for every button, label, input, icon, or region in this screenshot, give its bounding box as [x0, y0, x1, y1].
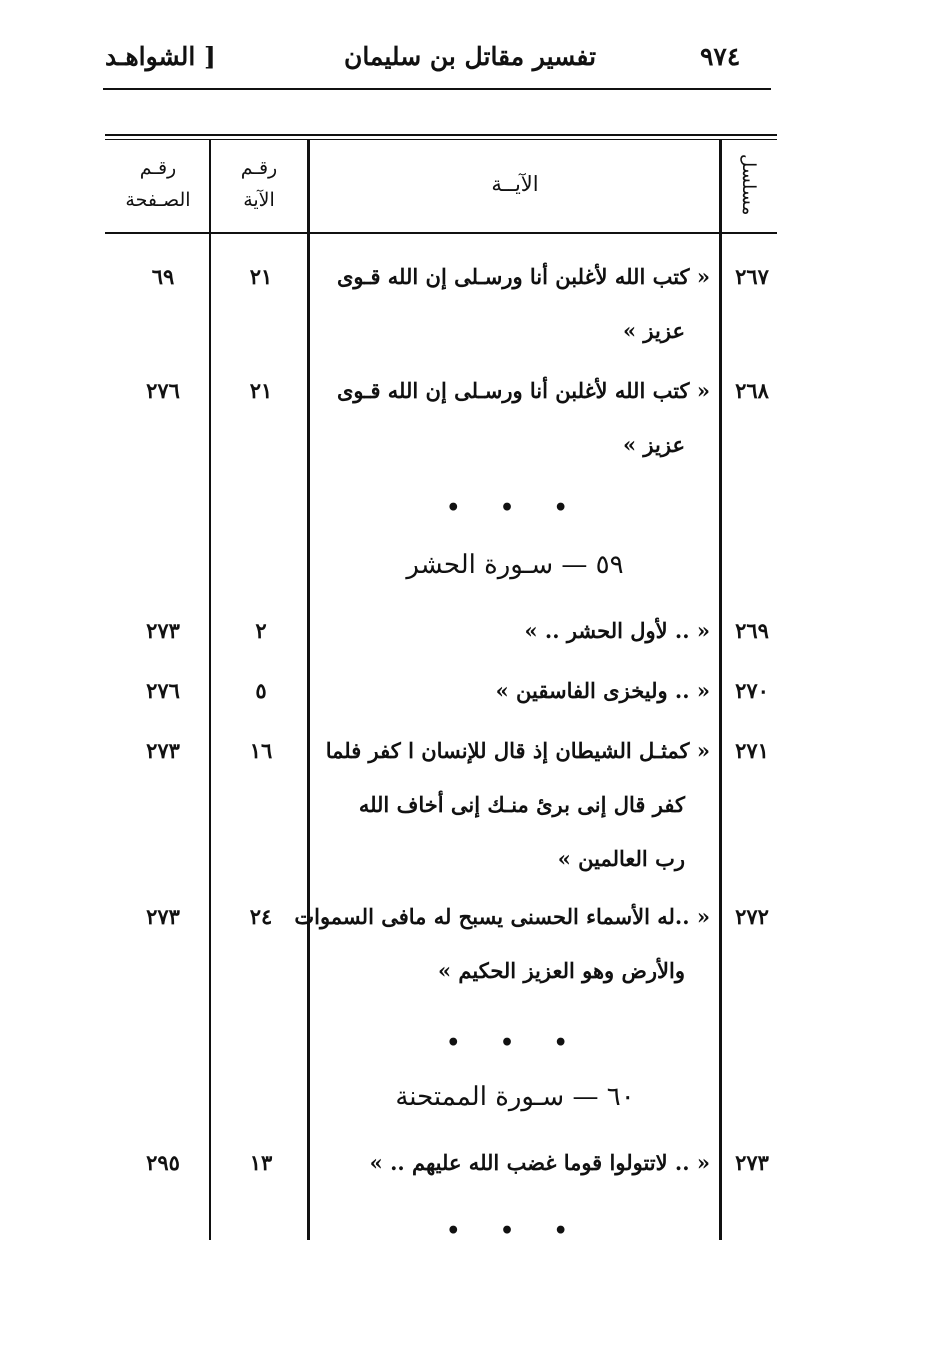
verse-text-line: « كتب الله لأغلبن أنا ورسـلى إن الله قـوى — [337, 264, 710, 289]
verse-number-cell: ٢١ — [249, 264, 273, 289]
section-separator: • • • — [446, 495, 584, 521]
serial-cell: ٢٦٧ — [735, 264, 769, 289]
column-header-line: الآية — [243, 189, 275, 211]
verse-text-line: رب العالمين » — [557, 846, 685, 871]
serial-cell: ٢٧٣ — [735, 1150, 769, 1175]
page-number-cell: ٢٧٦ — [146, 678, 180, 703]
verse-number-cell: ٢١ — [249, 378, 273, 403]
serial-cell: ٢٧٠ — [735, 678, 769, 703]
verse-text-line: « ..له الأسماء الحسنى يسبح له مافى السموات — [294, 904, 710, 929]
column-header-page — [112, 152, 204, 216]
section-separator: • • • — [446, 1030, 584, 1056]
column-divider — [209, 140, 211, 1240]
verse-number-cell: ١٣ — [249, 1150, 273, 1175]
verse-text-line: « .. وليخزى الفاسقين » — [495, 678, 710, 703]
verse-number-cell: ٥ — [255, 678, 267, 703]
verse-text-line: عزيز » — [623, 318, 685, 343]
section-title: [ الشواهـد — [105, 42, 216, 71]
column-header-serial: مسلسل — [738, 154, 759, 216]
verse-text-line: « كمثـل الشيطان إذ قال للإنسان ا كفر فلما — [325, 738, 710, 763]
serial-cell: ٢٧٢ — [735, 904, 769, 929]
book-title: تفسير مقاتل بن سليمان — [343, 42, 597, 71]
page-number-cell: ٢٧٦ — [146, 378, 180, 403]
page-number-cell: ٢٩٥ — [146, 1150, 180, 1175]
column-header-verse: الآيــة — [491, 172, 539, 196]
table-header-rule — [105, 232, 777, 234]
serial-cell: ٢٦٩ — [735, 618, 769, 643]
surah-heading: ٥٩ — سـورة الحشر — [406, 550, 624, 580]
page-number-cell: ٢٧٣ — [146, 738, 180, 763]
page-number-cell: ٢٧٣ — [146, 904, 180, 929]
verse-text-line: « .. لأول الحشر .. » — [524, 618, 710, 643]
verse-text-line: « كتب الله لأغلبن أنا ورسـلى إن الله قـوى — [337, 378, 710, 403]
column-divider — [719, 140, 722, 1240]
column-header-verse-number — [214, 152, 304, 216]
header-rule — [103, 88, 771, 90]
serial-cell: ٢٦٨ — [735, 378, 769, 403]
table-top-rule-inner — [105, 139, 777, 140]
verse-text-line: كفر قال إنى برئ منـك إنى أخاف الله — [358, 792, 685, 817]
verse-number-cell: ٢٤ — [249, 904, 273, 929]
column-header-line: الصـفحة — [125, 189, 191, 211]
verse-number-cell: ١٦ — [249, 738, 273, 763]
verse-number-cell: ٢ — [255, 618, 267, 643]
table-top-rule — [105, 134, 777, 136]
column-divider — [307, 140, 310, 1240]
serial-cell: ٢٧١ — [735, 738, 769, 763]
page-number-cell: ٦٩ — [151, 264, 175, 289]
column-header-line: رقـم — [240, 157, 278, 179]
verse-text-line: عزيز » — [623, 432, 685, 457]
verse-text-line: « .. لاتتولوا قوما غضب الله عليهم .. » — [369, 1150, 710, 1175]
surah-heading: ٦٠ — سـورة الممتحنة — [395, 1082, 635, 1112]
column-header-line: رقـم — [139, 157, 177, 179]
page-number: ٩٧٤ — [700, 42, 741, 71]
page-number-cell: ٢٧٣ — [146, 618, 180, 643]
section-separator: • • • — [446, 1218, 584, 1244]
verse-text-line: والأرض وهو العزيز الحكيم » — [438, 958, 685, 983]
